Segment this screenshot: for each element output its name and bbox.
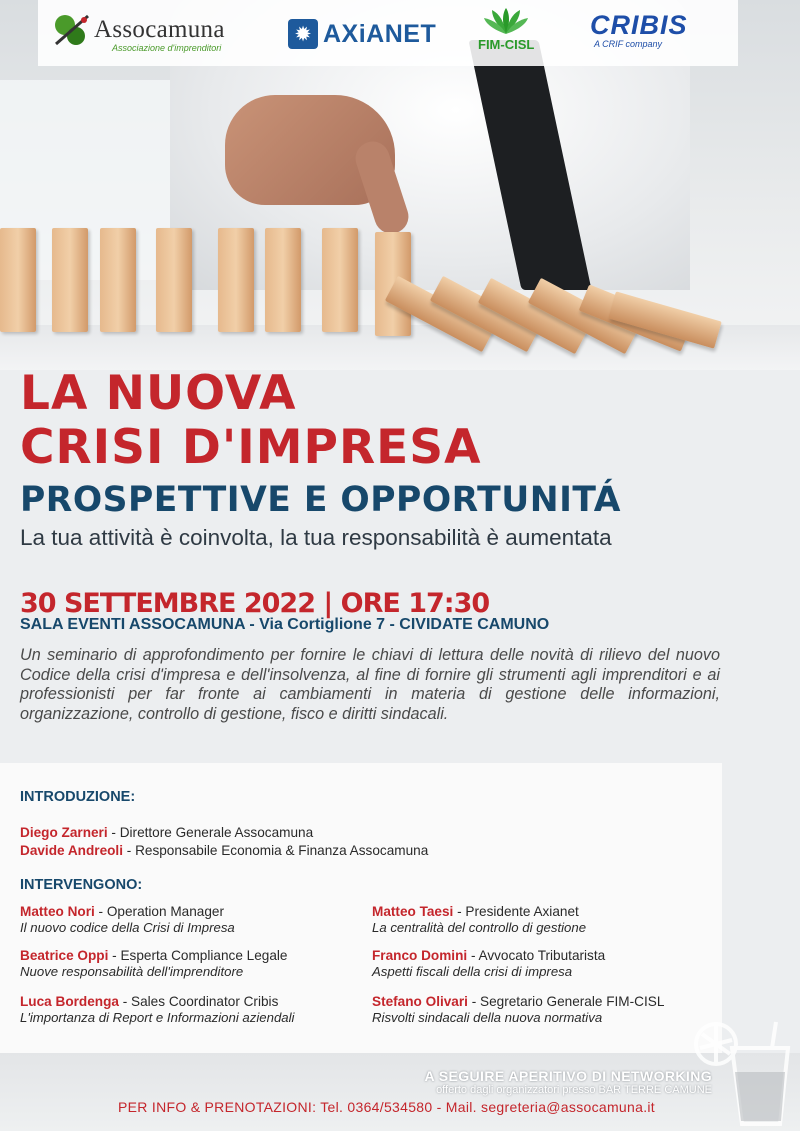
cribis-name: CRIBIS [590,10,688,40]
person-role: - Segretario Generale FIM-CISL [467,994,665,1009]
fim-cisl-logo [478,6,534,52]
speaker-entry [20,904,235,935]
sponsor-logo-bar [38,0,738,66]
axianet-name: AXiANET [323,19,437,48]
cribis-tagline: A CRIF company [594,39,663,49]
speaker-topic: L'importanza di Report e Informazioni aziendali [20,1010,295,1025]
person-name: Matteo Taesi [372,904,454,919]
person-role: - Sales Coordinator Cribis [118,994,279,1009]
speaker-topic: Aspetti fiscali della crisi di impresa [372,964,573,979]
fim-flower-icon [482,6,530,36]
speaker-entry [372,904,586,935]
standing-domino [52,228,88,332]
person-name: Stefano Olivari [372,994,468,1009]
aperitivo-glass-icon [692,1018,792,1128]
speaker-topic: Nuove responsabilità dell'imprenditore [20,964,244,979]
event-venue: SALA EVENTI ASSOCAMUNA - Via Cortiglione 7 - CIVIDATE CAMUNO [20,616,550,633]
intro-heading: INTRODUZIONE: [20,789,136,805]
speaker-topic: Il nuovo codice della Crisi di Impresa [20,920,235,935]
person-name: Matteo Nori [20,904,95,919]
person-name: Franco Domini [372,948,468,963]
standing-domino [265,228,301,332]
person-name: Davide Andreoli [20,843,123,858]
assocamuna-logo [52,10,225,53]
person-role: - Avvocato Tributarista [467,948,606,963]
standing-domino [218,228,254,332]
standing-domino [100,228,136,332]
assocamuna-mark-icon [52,10,92,50]
person-role: - Presidente Axianet [453,904,579,919]
networking-location: offerto dagli organizzatori presso BAR TERRE CAMUNE [436,1084,712,1096]
intro-person [20,843,428,858]
intro-person [20,825,313,840]
networking-notice: A SEGUIRE APERITIVO DI NETWORKING [424,1068,712,1084]
headline-line-1: LA NUOVA [20,366,297,421]
standing-domino [0,228,36,332]
assocamuna-tagline: Associazione d'imprenditori [112,43,222,53]
person-role: - Operation Manager [94,904,224,919]
person-role: - Direttore Generale Assocamuna [107,825,314,840]
headline-line-3: PROSPETTIVE E OPPORTUNITÁ [20,480,621,520]
person-name: Diego Zarneri [20,825,108,840]
person-name: Luca Bordenga [20,994,119,1009]
cribis-logo [590,10,688,49]
person-role: - Esperta Compliance Legale [108,948,288,963]
axianet-logo [288,19,436,49]
event-date-time: 30 SETTEMBRE 2022 | ORE 17:30 [20,588,490,619]
standing-domino [156,228,192,332]
speaker-entry [372,948,605,979]
contact-info: PER INFO & PRENOTAZIONI: Tel. 0364/534580 - Mail. segreteria@assocamuna.it [118,1099,655,1115]
subtitle: La tua attività è coinvolta, la tua responsabilità è aumentata [20,525,612,550]
axianet-mark-icon: ✹ [288,19,318,49]
speaker-topic: La centralità del controllo di gestione [372,920,587,935]
fim-cisl-name: FIM-CISL [478,37,535,52]
assocamuna-name: Assocamuna [94,16,225,43]
speaker-entry [20,948,287,979]
speaker-topic: Risvolti sindacali della nuova normativa [372,1010,603,1025]
speaker-entry [372,994,664,1025]
speaker-entry [20,994,294,1025]
standing-domino [322,228,358,332]
person-name: Beatrice Oppi [20,948,109,963]
headline-line-2: CRISI D'IMPRESA [20,420,482,475]
speakers-heading: INTERVENGONO: [20,877,143,893]
person-role: - Responsabile Economia & Finanza Assocamuna [122,843,429,858]
event-description: Un seminario di approfondimento per fornire le chiavi di lettura delle novità di rilievo del nuovo Codice della crisi d'impresa e dell'insolvenza, al fine di fornire gli strumenti agli imprenditori e ai professionisti per far fronte ai cambiamenti in materia di gestione delle informazioni, organizzazione, controllo di gestione, fisco e diritti sindacali. [20,646,720,723]
